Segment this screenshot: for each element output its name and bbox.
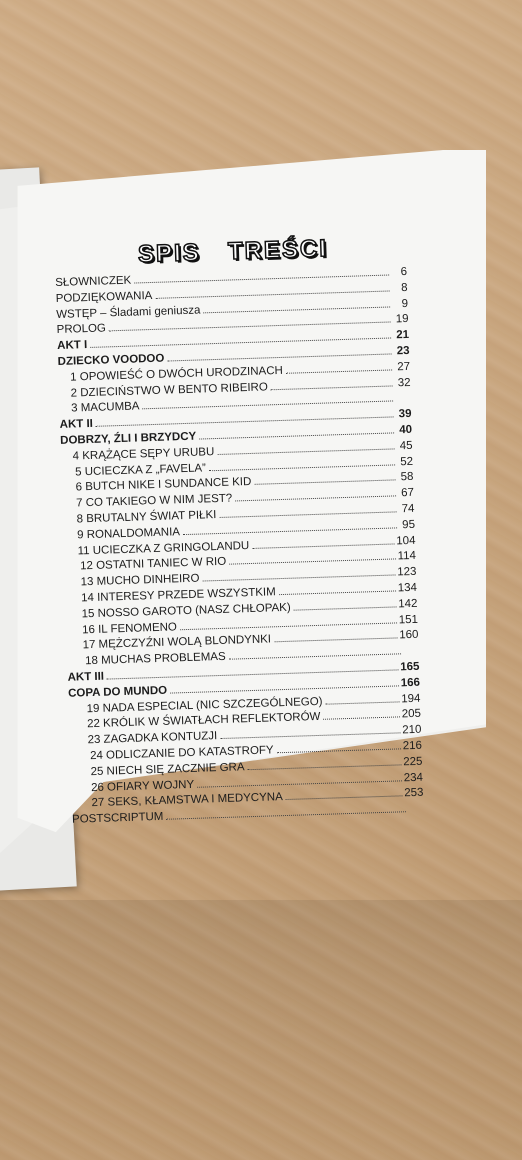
toc-entry-page: 40 [399, 423, 413, 437]
toc-entry-label: 5 UCIECZKA Z „FAVELA” [74, 461, 207, 479]
toc-dot-leader [220, 732, 400, 739]
toc-dot-leader [229, 653, 401, 659]
toc-entry-page: 58 [400, 471, 414, 484]
toc-dot-leader [274, 638, 397, 643]
toc-dot-leader [248, 764, 402, 770]
toc-dot-leader [183, 527, 397, 535]
toc-entry-label: 13 MUCHO DINHEIRO [80, 572, 200, 589]
toc-entry-label: AKT III [67, 670, 105, 684]
toc-dot-leader [286, 796, 402, 801]
toc-dot-leader [279, 590, 396, 595]
toc-entry-label: 7 CO TAKIEGO W NIM JEST? [75, 492, 233, 510]
toc-entry-label: DOBRZY, ŹLI I BRZYDCY [59, 430, 197, 447]
toc-entry-page: 253 [404, 786, 424, 800]
toc-dot-leader [203, 306, 390, 313]
title-word-2: TREŚCI [227, 235, 329, 266]
toc-entry-page [395, 401, 411, 402]
toc-dot-leader [166, 811, 406, 820]
toc-entry-label: 19 NADA ESPECIAL (NIC SZCZEGÓLNEGO) [86, 695, 323, 715]
toc-entry-label: 4 KRĄŻĄCE SĘPY URUBU [72, 445, 215, 463]
toc-entry-page: 104 [396, 534, 416, 547]
toc-dot-leader [277, 748, 401, 753]
toc-entry-page: 205 [401, 708, 422, 721]
toc-entry-label: AKT II [59, 418, 94, 432]
toc-entry-page: 210 [402, 723, 422, 737]
toc-entry-label: 27 SEKS, KŁAMSTWA I MEDYCYNA [91, 791, 283, 810]
table-surface-shadow [0, 900, 522, 1160]
toc-entry-page [408, 812, 424, 813]
toc-entry-page: 9 [401, 297, 409, 310]
toc-dot-leader [180, 622, 397, 630]
toc-dot-leader [324, 717, 400, 720]
toc-entry-label: 3 MACUMBA [70, 400, 140, 415]
toc-entry-page: 114 [397, 550, 417, 563]
toc-entry-label: 16 IL FENOMENO [81, 620, 178, 636]
toc-entry-label: 6 BUTCH NIKE I SUNDANCE KID [75, 476, 252, 494]
toc-entry-label: 2 DZIECIŃSTWO W BENTO RIBEIRO [70, 380, 268, 400]
toc-dot-leader [254, 480, 395, 485]
toc-entry-label: 11 UCIECZKA Z GRINGOLANDU [77, 539, 250, 557]
toc-entry-label: 22 KRÓLIK W ŚWIATŁACH REFLEKTORÓW [86, 711, 321, 731]
toc-entry-label: 15 NOSSO GAROTO (NASZ CHŁOPAK) [81, 601, 291, 621]
toc-entry-page: 19 [395, 313, 409, 326]
toc-dot-leader [203, 575, 396, 582]
toc-entry-label: COPA DO MUNDO [67, 684, 168, 700]
toc-entry-label: PODZIĘKOWANIA [55, 289, 153, 305]
toc-entry-label: 12 OSTATNI TANIEC W RIO [79, 556, 227, 573]
toc-entry-label: 18 MUCHAS PROBLEMAS [84, 650, 226, 668]
toc-entry-page: 160 [399, 629, 419, 642]
toc-entry-label: 14 INTERESY PRZEDE WSZYSTKIM [80, 586, 276, 605]
toc-entry-page: 32 [397, 376, 411, 389]
toc-entry-page: 142 [398, 597, 418, 611]
toc-entry-label: 17 MĘŻCZYŹNI WOLĄ BLONDYNKI [82, 633, 272, 652]
toc-entry-page: 45 [399, 439, 413, 453]
toc-dot-leader [199, 432, 394, 439]
toc-entry-label: SŁOWNICZEK [55, 274, 132, 289]
toc-entry-page: 165 [400, 660, 420, 674]
toc-entry-label: 1 OPOWIEŚĆ O DWÓCH URODZINACH [70, 364, 284, 384]
toc-entry-label: DZIECKO VOODOO [57, 352, 165, 368]
toc-entry-page [403, 654, 419, 655]
toc-entry-page: 52 [400, 455, 414, 468]
toc-entry-label: AKT I [57, 339, 88, 353]
toc-entry-label: 8 BRUTALNY ŚWIAT PIŁKI [76, 509, 217, 526]
toc-dot-leader [294, 606, 397, 610]
toc-entry-label: 24 ODLICZANIE DO KATASTROFY [89, 744, 274, 763]
toc-entry-page: 67 [401, 486, 415, 500]
toc-dot-leader [271, 385, 393, 390]
toc-dot-leader [252, 543, 394, 548]
toc-entry-page: 123 [397, 565, 417, 579]
toc-dot-leader [217, 448, 394, 455]
toc-dot-leader [219, 511, 396, 518]
toc-entry-page: 225 [403, 755, 423, 769]
toc-dot-leader [209, 464, 395, 471]
toc-entry-page: 23 [396, 344, 410, 358]
toc-entry-page: 39 [398, 408, 412, 421]
toc-dot-leader [197, 780, 402, 787]
toc-entry-page: 95 [402, 518, 416, 531]
toc-entry-page: 27 [397, 360, 411, 374]
toc-entry-page: 8 [400, 281, 408, 294]
toc-entry-label: PROLOG [56, 322, 107, 337]
toc-entry-page: 6 [400, 265, 408, 279]
toc-dot-leader [229, 559, 395, 565]
page-title [138, 235, 329, 269]
toc-entry-label: POSTSCRIPTUM [71, 810, 164, 826]
toc-entry-page: 216 [402, 739, 423, 753]
toc-entry-page: 74 [401, 502, 415, 516]
toc-dot-leader [326, 701, 400, 704]
toc-entry-label: 26 OFIARY WOJNY [90, 778, 195, 794]
toc-entry-label: 25 NIECH SIĘ ZACZNIE GRA [90, 760, 245, 778]
toc-entry-label: 23 ZAGADKA KONTUZJI [87, 730, 218, 747]
toc-entry-page: 234 [403, 771, 424, 784]
toc-entry-label: WSTĘP – Śladami geniusza [56, 304, 201, 321]
toc-entry-page: 166 [400, 676, 421, 690]
toc-entry-page: 134 [397, 581, 418, 595]
toc-entry-page: 194 [401, 692, 421, 705]
toc-entry-label: 9 RONALDOMANIA [76, 525, 181, 542]
toc-dot-leader [235, 496, 396, 502]
toc-entry-page: 151 [398, 613, 419, 626]
table-of-contents [55, 265, 424, 829]
title-word-1: SPIS [137, 239, 202, 268]
toc-entry-page: 21 [396, 329, 410, 342]
toc-dot-leader [286, 369, 392, 373]
